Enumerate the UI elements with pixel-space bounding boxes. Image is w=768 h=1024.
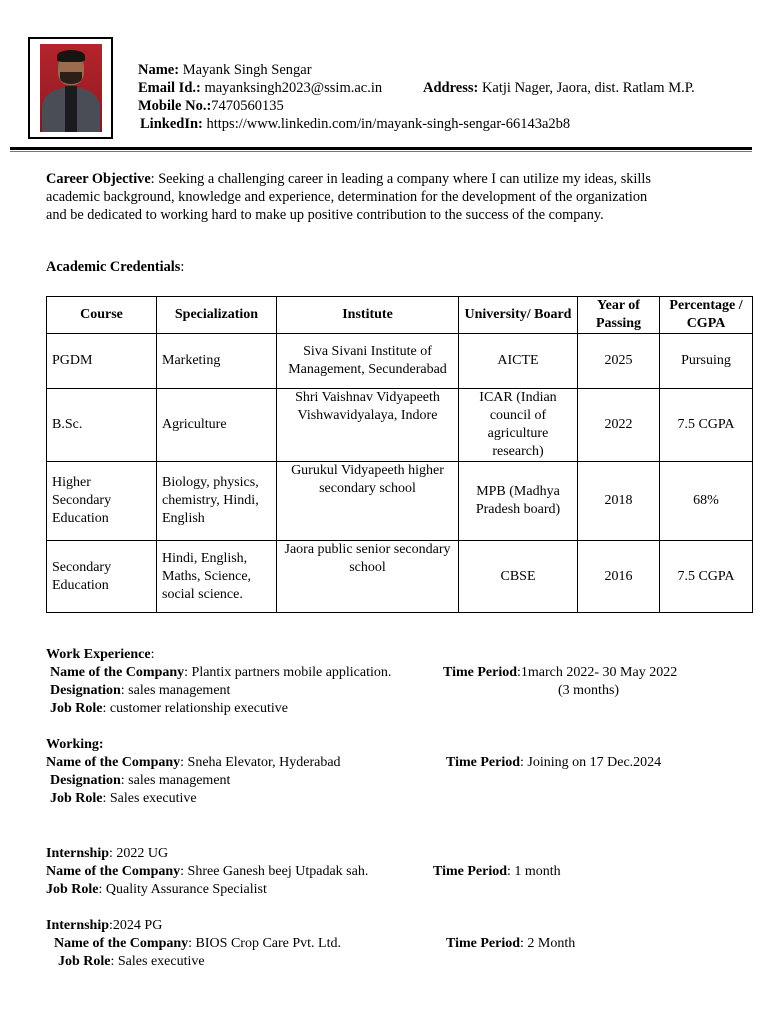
column-header-board: University/ Board bbox=[459, 297, 578, 334]
internship-ug-job-role: Job Role: Quality Assurance Specialist bbox=[46, 882, 267, 897]
column-header-institute: Institute bbox=[277, 297, 459, 334]
work-experience-heading: Work Experience: bbox=[46, 647, 155, 662]
career-objective: Career Objective: Seeking a challenging career in leading a company where I can utilize my ideas, skills academic background, knowledge and experience, determination for the development of the organization and be dedicated to working hard to make up positive contribution to the success of the company. bbox=[46, 171, 651, 223]
address-line: Address: Katji Nager, Jaora, dist. Ratlam M.P. bbox=[423, 80, 695, 96]
header-divider bbox=[10, 147, 752, 150]
table-row: Higher Secondary Education Biology, physics, chemistry, Hindi, English Gurukul Vidyapeeth higher secondary school MPB (Madhya Pradesh board) 2018 68% bbox=[47, 462, 753, 541]
table-header-row bbox=[47, 297, 753, 334]
work-company: Name of the Company: Plantix partners mobile application. bbox=[50, 665, 392, 680]
linkedin-line: LinkedIn: https://www.linkedin.com/in/mayank-singh-sengar-66143a2b8 bbox=[140, 116, 571, 132]
internship-pg-job-role: Job Role: Sales executive bbox=[58, 954, 205, 969]
internship-ug-period: Time Period: 1 month bbox=[433, 864, 561, 879]
header-divider-shadow bbox=[10, 151, 752, 152]
table-row: Secondary Education Hindi, English, Maths, Science, social science. Jaora public senior secondary school CBSE 2016 7.5 CGPA bbox=[47, 541, 753, 613]
academic-credentials-table bbox=[46, 296, 753, 613]
internship-pg-company: Name of the Company: BIOS Crop Care Pvt. Ltd. bbox=[54, 936, 341, 951]
email-value[interactable]: mayanksingh2023@ssim.ac.in bbox=[204, 80, 383, 96]
name-value: Mayank Singh Sengar bbox=[182, 62, 312, 78]
working-period: Time Period: Joining on 17 Dec.2024 bbox=[446, 755, 662, 770]
column-header-specialization: Specialization bbox=[157, 297, 277, 334]
internship-ug-heading: Internship: 2022 UG bbox=[46, 846, 169, 861]
work-designation: Designation: sales management bbox=[50, 683, 231, 698]
internship-ug-company: Name of the Company: Shree Ganesh beej Utpadak sah. bbox=[46, 864, 369, 879]
working-company: Name of the Company: Sneha Elevator, Hyderabad bbox=[46, 755, 341, 770]
working-designation: Designation: sales management bbox=[50, 773, 231, 788]
name-line: Name: Mayank Singh Sengar bbox=[138, 62, 312, 78]
mobile-value: 7470560135 bbox=[211, 98, 284, 114]
work-period: Time Period:1march 2022- 30 May 2022 bbox=[443, 665, 678, 680]
work-period-note: (3 months) bbox=[558, 683, 620, 698]
academic-credentials-heading: Academic Credentials: bbox=[46, 259, 185, 275]
profile-photo bbox=[40, 44, 102, 132]
internship-pg-heading: Internship:2024 PG bbox=[46, 918, 163, 933]
column-header-course: Course bbox=[47, 297, 157, 334]
profile-photo-frame bbox=[28, 37, 113, 139]
working-heading: Working: bbox=[46, 737, 104, 752]
career-objective-label: Career Objective bbox=[46, 171, 151, 187]
mobile-line: Mobile No.:7470560135 bbox=[138, 98, 284, 114]
email-line: Email Id.: mayanksingh2023@ssim.ac.in bbox=[138, 80, 383, 96]
linkedin-link[interactable]: https://www.linkedin.com/in/mayank-singh-sengar-66143a2b8 bbox=[206, 116, 571, 132]
address-value: Katji Nager, Jaora, dist. Ratlam M.P. bbox=[481, 80, 695, 96]
table-row: B.Sc. Agriculture Shri Vaishnav Vidyapeeth Vishwavidyalaya, Indore ICAR (Indian council of agriculture research) 2022 7.5 CGPA bbox=[47, 389, 753, 462]
work-job-role: Job Role: customer relationship executive bbox=[50, 701, 288, 716]
column-header-year: Year of Passing bbox=[578, 297, 660, 334]
column-header-score: Percentage / CGPA bbox=[660, 297, 753, 334]
internship-pg-period: Time Period: 2 Month bbox=[446, 936, 576, 951]
table-row: PGDM Marketing Siva Sivani Institute of Management, Secunderabad AICTE 2025 Pursuing bbox=[47, 334, 753, 389]
working-job-role: Job Role: Sales executive bbox=[50, 791, 197, 806]
